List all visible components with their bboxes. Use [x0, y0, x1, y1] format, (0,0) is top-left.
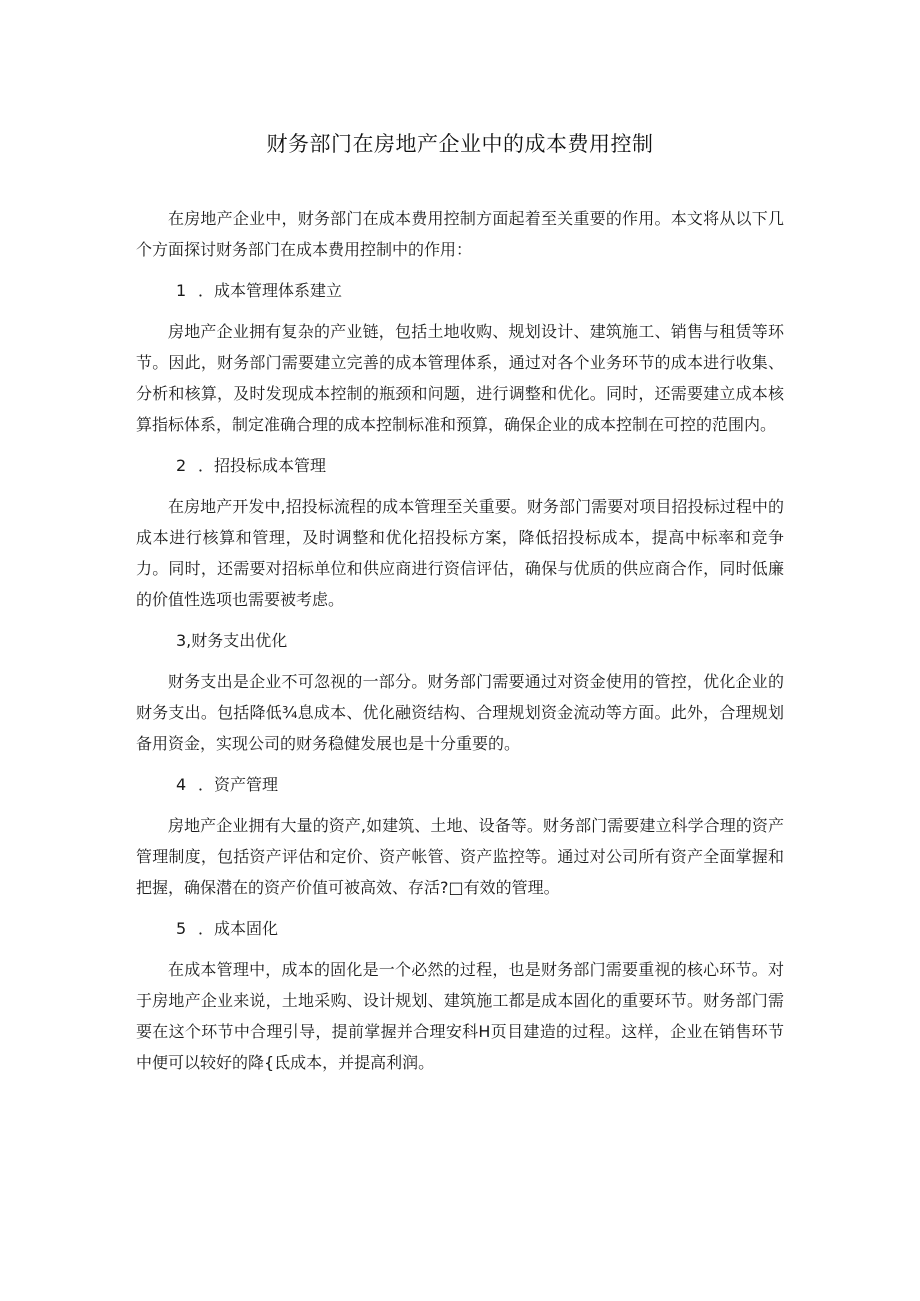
section-number: 5 — [176, 919, 187, 938]
section-heading-2 — [136, 450, 784, 481]
section-heading-text: ．资产管理 — [198, 775, 279, 794]
section-paragraph-3: 财务支出是企业不可忽视的一部分。财务部门需要通过对资金使用的管控，优化企业的财务支出。包括降低¾息成本、优化融资结构、合理规划资金流动等方面。此外，合理规划备用资金，实现公司的财务稳健发展也是十分重要的。 — [136, 672, 784, 753]
section-paragraph-1: 房地产企业拥有复杂的产业链，包括土地收购、规划设计、建筑施工、销售与租赁等环节。因此，财务部门需要建立完善的成本管理体系，通过对各个业务环节的成本进行收集、分析和核算，及时发现成本控制的瓶颈和问题，进行调整和优化。同时，还需要建立成本核算指标体系，制定准确合理的成本控制标准和预算，确保企业的成本控制在可控的范围内。 — [136, 322, 784, 434]
section-heading-text: ．成本管理体系建立 — [198, 281, 343, 300]
section-number: 4 — [176, 775, 187, 794]
intro-paragraph: 在房地产企业中，财务部门在成本费用控制方面起着至关重要的作用。本文将从以下几个方面探讨财务部门在成本费用控制中的作用： — [136, 209, 784, 259]
section-heading-4 — [136, 769, 784, 800]
section-number: 1 — [176, 281, 187, 300]
section-heading-5 — [136, 913, 784, 944]
document-title: 财务部门在房地产企业中的成本费用控制 — [266, 132, 654, 156]
section-number: 2 — [176, 456, 187, 475]
section-heading-text: ．成本固化 — [198, 919, 279, 938]
section-paragraph-5: 在成本管理中，成本的固化是一个必然的过程，也是财务部门需要重视的核心环节。对于房地产企业来说，土地采购、设计规划、建筑施工都是成本固化的重要环节。财务部门需要在这个环节中合理引导，提前掌握并合理安科H页目建造的过程。这样，企业在销售环节中便可以较好的降{氐成本，并提高利润。 — [136, 960, 784, 1072]
document-body — [136, 203, 784, 1088]
section-heading-text: ．招投标成本管理 — [198, 456, 327, 475]
section-paragraph-2: 在房地产开发中,招投标流程的成本管理至关重要。财务部门需要对项目招投标过程中的成本进行核算和管理，及时调整和优化招投标方案，降低招投标成本，提高中标率和竞争力。同时，还需要对招标单位和供应商进行资信评估，确保与优质的供应商合作，同时低廉的价值性选项也需要被考虑。 — [136, 497, 784, 609]
section-number: 3, — [176, 631, 192, 650]
section-heading-text: 财务支出优化 — [191, 631, 288, 650]
section-heading-3 — [136, 625, 784, 656]
section-paragraph-4: 房地产企业拥有大量的资产,如建筑、土地、设备等。财务部门需要建立科学合理的资产管理制度，包括资产评估和定价、资产帐管、资产监控等。通过对公司所有资产全面掌握和把握，确保潜在的资产价值可被高效、存活?□有效的管理。 — [136, 816, 784, 897]
section-heading-1 — [136, 275, 784, 306]
